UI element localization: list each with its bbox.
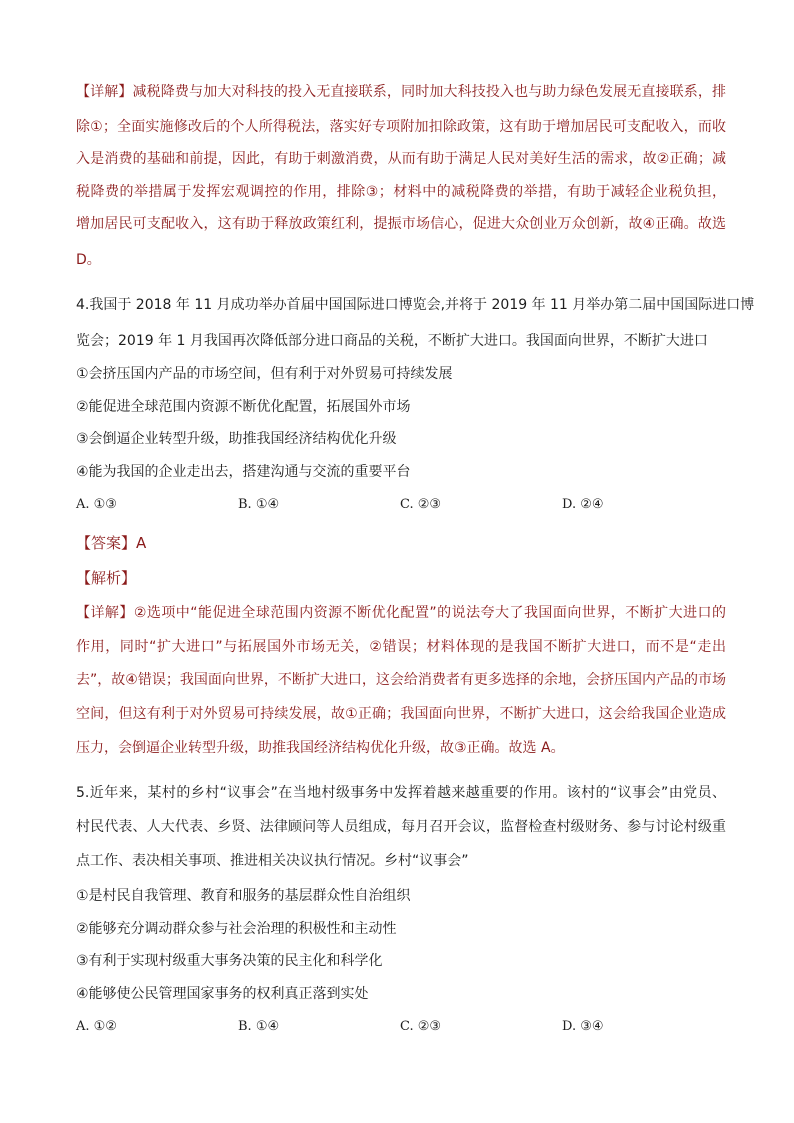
- q5-option-d[interactable]: D. ③④: [562, 1019, 604, 1034]
- q4-option-b[interactable]: B. ①④: [238, 497, 280, 512]
- q4-statement-3: ③会倒逼企业转型升级，助推我国经济结构优化升级: [76, 431, 397, 447]
- q5-option-b[interactable]: B. ①④: [238, 1019, 280, 1034]
- q3-detail-line-6: D。: [76, 252, 101, 268]
- q4-statement-2: ②能促进全球范围内资源不断优化配置，拓展国外市场: [76, 399, 411, 415]
- q5-statement-1: ①是村民自我管理、教育和服务的基层群众性自治组织: [76, 888, 411, 904]
- q4-detail-line-3: 去”，故④错误；我国面向世界，不断扩大进口，这会给消费者有更多选择的余地，会挤压国内产品的市场: [76, 672, 726, 688]
- q3-detail-line-5: 增加居民可支配收入，这有助于释放政策红利，提振市场信心，促进大众创业万众创新，故④正确。故选: [76, 216, 726, 232]
- q4-statement-1: ①会挤压国内产品的市场空间，但有利于对外贸易可持续发展: [76, 366, 453, 382]
- q4-detail-line-4: 空间，但这有利于对外贸易可持续发展，故①正确；我国面向世界，不断扩大进口，这会给我国企业造成: [76, 706, 726, 722]
- q5-option-c[interactable]: C. ②③: [400, 1019, 442, 1034]
- q3-detail-line-2: 除①；全面实施修改后的个人所得税法，落实好专项附加扣除政策，这有助于增加居民可支配收入，而收: [76, 119, 726, 135]
- q3-detail-line-3: 入是消费的基础和前提，因此，有助于刺激消费，从而有助于满足人民对美好生活的需求，故②正确；减: [76, 151, 726, 167]
- q4-option-c[interactable]: C. ②③: [400, 497, 442, 512]
- q5-stem-line-2: 村民代表、人大代表、乡贤、法律顾问等人员组成，每月召开会议，监督检查村级财务、参与讨论村级重: [76, 819, 726, 835]
- q4-option-d[interactable]: D. ②④: [562, 497, 604, 512]
- q4-option-a[interactable]: A. ①③: [76, 497, 117, 512]
- q3-detail-line-4: 税降费的举措属于发挥宏观调控的作用，排除③；材料中的减税降费的举措，有助于减轻企业税负担，: [76, 184, 726, 200]
- q4-answer: 【答案】A: [76, 534, 147, 552]
- q4-analysis-label: 【解析】: [76, 569, 137, 587]
- q5-statement-4: ④能够使公民管理国家事务的权利真正落到实处: [76, 986, 369, 1002]
- q5-statement-2: ②能够充分调动群众参与社会治理的积极性和主动性: [76, 921, 397, 937]
- q4-detail-line-5: 压力，会倒逼企业转型升级，助推我国经济结构优化升级，故③正确。故选 A。: [76, 740, 565, 756]
- q4-stem-line-2: 览会；2019 年 1 月我国再次降低部分进口商品的关税，不断扩大进口。我国面向世界，不断扩大进口: [76, 333, 708, 349]
- q5-stem-line-1: 5.近年来，某村的乡村“议事会”在当地村级事务中发挥着越来越重要的作用。该村的“议事会”由党员、: [76, 785, 726, 801]
- q4-detail-line-1: 【详解】②选项中“能促进全球范围内资源不断优化配置”的说法夸大了我国面向世界，不断扩大进口的: [76, 605, 726, 621]
- q5-stem-line-3: 点工作、表决相关事项、推进相关决议执行情况。乡村“议事会”: [76, 853, 469, 869]
- q5-statement-3: ③有利于实现村级重大事务决策的民主化和科学化: [76, 953, 383, 969]
- q4-statement-4: ④能为我国的企业走出去，搭建沟通与交流的重要平台: [76, 464, 411, 480]
- q3-detail-line-1: 【详解】减税降费与加大对科技的投入无直接联系，同时加大科技投入也与助力绿色发展无直接联系，排: [76, 84, 726, 100]
- q4-detail-line-2: 作用，同时“扩大进口”与拓展国外市场无关，②错误；材料体现的是我国不断扩大进口，而不是“走出: [76, 639, 726, 655]
- q5-option-a[interactable]: A. ①②: [76, 1019, 117, 1034]
- q4-stem-line-1: 4.我国于 2018 年 11 月成功举办首届中国国际进口博览会,并将于 2019 年 11 月举办第二届中国国际进口博: [76, 297, 755, 313]
